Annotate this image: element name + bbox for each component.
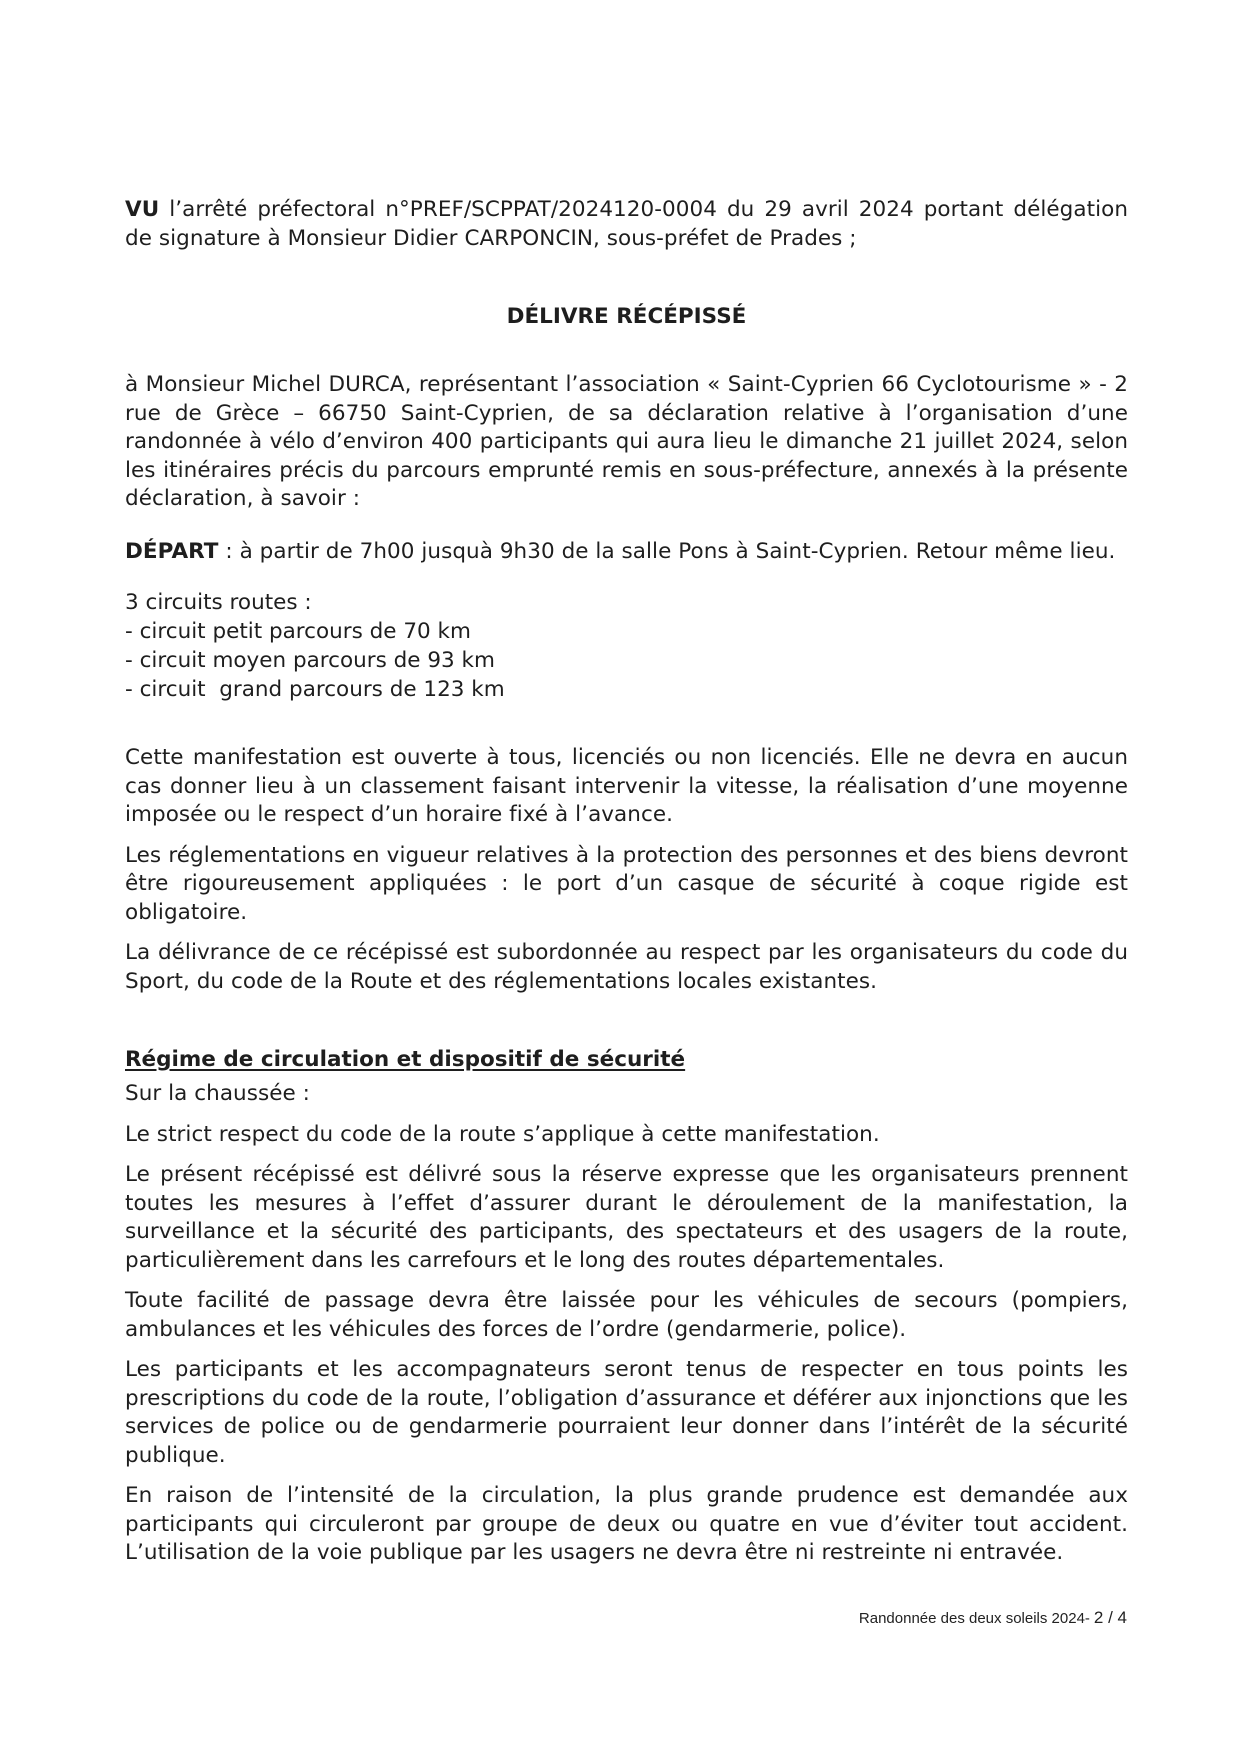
depart-lead: DÉPART <box>125 538 219 564</box>
section-line: Le strict respect du code de la route s’applique à cette manifestation. <box>125 1121 880 1147</box>
page-number: 2 / 4 <box>1093 1608 1127 1627</box>
circuit-item: - circuit moyen parcours de 93 km <box>125 648 495 673</box>
body-paragraph: Les réglementations en vigueur relatives à la protection des personnes et des biens devront être rigoureusement appliquées : le port d’un casque de sécurité à coque rigide est obligatoire. <box>125 842 1128 925</box>
section-line: Sur la chaussée : <box>125 1081 310 1106</box>
depart-text: : à partir de 7h00 jusquà 9h30 de la salle Pons à Saint-Cyprien. Retour même lieu. <box>218 538 1116 564</box>
body-paragraph: La délivrance de ce récépissé est subordonnée au respect par les organisateurs du code du Sport, du code de la Route et des réglementations locales existantes. <box>125 940 1128 994</box>
intro-paragraph: à Monsieur Michel DURCA, représentant l’association « Saint-Cyprien 66 Cyclotourisme » - 2 rue de Grèce – 66750 Saint-Cyprien, de sa déclaration relative à l’organisation d’une randonnée à vélo d’environ 400 participants qui aura lieu le dimanche 21 juillet 2024, selon les itinéraires précis du parcours emprunté remis en sous-préfecture, annexés à la présente déclaration, à savoir : <box>125 372 1128 511</box>
body-paragraph: Cette manifestation est ouverte à tous, licenciés ou non licenciés. Elle ne devra en aucun cas donner lieu à un classement faisant intervenir la vitesse, la réalisation d’une moyenne imposée ou le respect d’un horaire fixé à l’avance. <box>125 745 1128 827</box>
vu-text: l’arrêté préfectoral n°PREF/SCPPAT/2024120-0004 du 29 avril 2024 portant délégation de signature à Monsieur Didier CARPONCIN, sous-préfet de Prades ; <box>125 197 1128 251</box>
vu-paragraph <box>125 196 1128 253</box>
document-title: DÉLIVRE RÉCÉPISSÉ <box>506 304 747 329</box>
section-title: Régime de circulation et dispositif de sécurité <box>125 1047 686 1072</box>
circuit-item: - circuit grand parcours de 123 km <box>125 677 505 702</box>
vu-lead: VU <box>125 197 160 222</box>
footer-label: Randonnée des deux soleils 2024- <box>858 1610 1090 1627</box>
section-paragraph: En raison de l’intensité de la circulation, la plus grande prudence est demandée aux participants qui circuleront par groupe de deux ou quatre en vue d’éviter tout accident. L’utilisation de la voie publique par les usagers ne devra être ni restreinte ni entravée. <box>125 1483 1128 1565</box>
depart-paragraph <box>125 538 1128 567</box>
document-page <box>125 196 1128 1568</box>
section-paragraph: Les participants et les accompagnateurs seront tenus de respecter en tous points les prescriptions du code de la route, l’obligation d’assurance et déférer aux injonctions que les services de police ou de gendarmerie pourraient leur donner dans l’intérêt de la sécurité publique. <box>125 1357 1128 1468</box>
circuits-block <box>125 588 1128 704</box>
page-footer <box>859 1608 1127 1628</box>
circuit-item: - circuit petit parcours de 70 km <box>125 619 471 644</box>
section-paragraph: Toute facilité de passage devra être laissée pour les véhicules de secours (pompiers, ambulances et les véhicules des forces de l’ordre (gendarmerie, police). <box>125 1288 1128 1342</box>
section-paragraph: Le présent récépissé est délivré sous la réserve expresse que les organisateurs prennent toutes les mesures à l’effet d’assurer durant le déroulement de la manifestation, la surveillance et la sécurité des participants, des spectateurs et des usagers de la route, particulièrement dans les carrefours et le long des routes départementales. <box>125 1162 1128 1273</box>
circuits-heading: 3 circuits routes : <box>125 590 312 615</box>
